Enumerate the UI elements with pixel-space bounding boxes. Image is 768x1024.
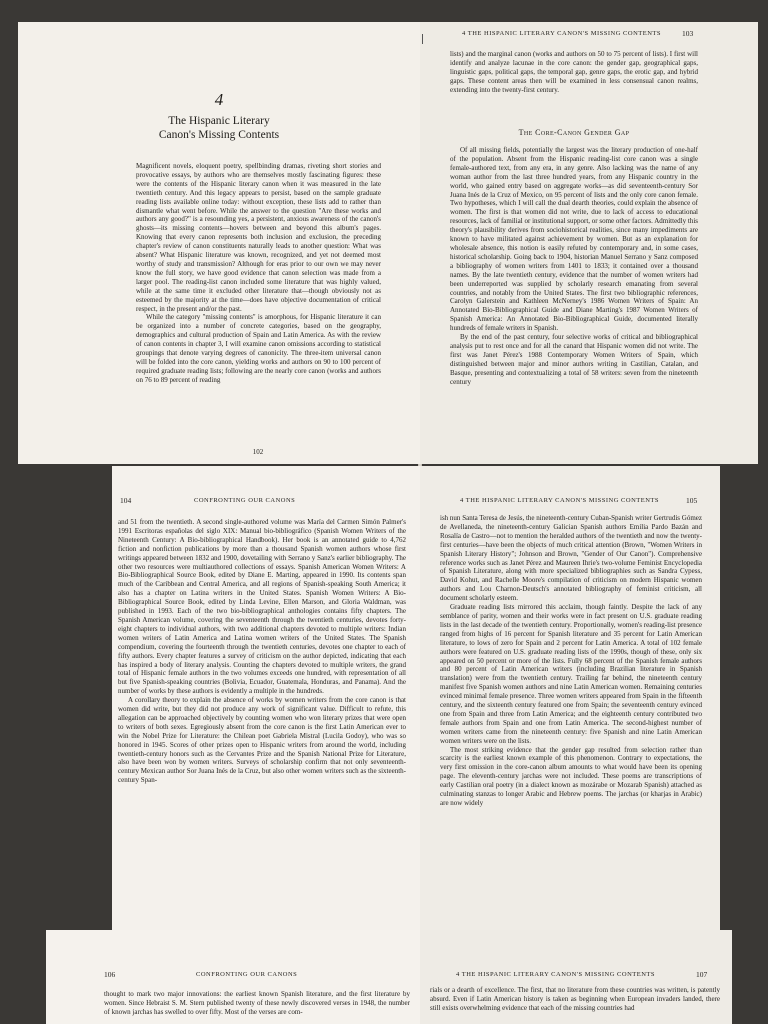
paragraph: Magnificent novels, eloquent poetry, spellbinding dramas, riveting short stories and provocative essays, by authors who are themselves mostly fascinating figures: these were the contents of the Hispanic literary canon when it was measured in the late twentieth century. And this legacy appears to persist, based on the sample graduate reading lists available online today: without exception, these lists add to rather than dismantle what went before. While the answer to the question "Are these works and authors any good?" is a resounding yes, a persistent, anxious awareness of the canon's ghosts—its missing contents—hovers between and beyond this album's pages. Knowing that every canon represents both inclusion and exclusion, the preceding chapter's review of canon constituents naturally leads to another question: What was absent? What Hispanic literature was known, recognized, and yet not deemed most worthy of study and transmission? Although for eras prior to our own we may never know the full story, we have good evidence that canon selection was made from a larger pool. The reading-list canon included some literature that was highly valued, while at the same time it excluded other literature that—though obviously not as esteemed by the majority at the time—does have objective documentation of critical respect, in the present and/or the past.	[136, 162, 381, 313]
section-heading: The Core-Canon Gender Gap	[518, 128, 630, 137]
page-number: 105	[686, 496, 698, 505]
running-head: 4 THE HISPANIC LITERARY CANON'S MISSING CONTENTS	[456, 971, 656, 978]
paragraph: A corollary theory to explain the absence of works by women writers from the core canon is that women did write, but they did not produce any work of significant value. Difficult to refute, this allegation can be approached objectively by counting women who won literary prizes that were open to writers of both sexes. Egregiously absent from the core canon is the first Latin American ever to win the Nobel Prize for Literature: the Chilean poet Gabriela Mistral (Lucila Godoy), who was so honored in 1945. Scores of other prizes open to Hispanic writers from around the world, including twentieth-century honors such as the Cervantes Prize and the Spanish National Prize for Literature, also have been won by women writers. Surveys of scholarship confirm that not only seventeenth-century Mexican author Sor Juana Inés de la Cruz, but also other women writers such as the sixteenth-century Span-	[118, 696, 406, 785]
page-number: 107	[696, 970, 708, 979]
paragraph: The most striking evidence that the gender gap resulted from selection rather than scarcity is the earliest known example of this phenomenon. Contrary to expectations, the very first omission in the core-canon album amounts to what would have been its opening page. The eleventh-century jarchas were not included. These poems are transcriptions of early Castilian oral poetry (in a dialect known as mozárabe or Mozarab Spanish) attached as culminating stanzas to longer Arabic and Hebrew poems. The jarchas (or kharjas in Arabic) are now widely	[440, 745, 702, 807]
running-head: 4 THE HISPANIC LITERARY CANON'S MISSING CONTENTS	[460, 497, 660, 504]
running-head: 4 THE HISPANIC LITERARY CANON'S MISSING CONTENTS	[462, 30, 662, 37]
page-105	[420, 466, 720, 936]
folio: 102	[252, 448, 264, 456]
chapter-title	[18, 114, 420, 142]
page-102-body	[136, 162, 381, 385]
paragraph: Of all missing fields, potentially the largest was the literary production of one-half of the population. Absent from the Hispanic reading-list core canon was a single female-authored text, from any era, in any genre. Also lacking was the name of any woman author from the last three hundred years, from any Hispanic country in the world, who gained entry based on aggregate works—as did seventeenth-century Sor Juana Inés de la Cruz of Mexico, on 95 percent of lists and the only core canon female. Two hypotheses, which I will call the dual dearth theories, could explain the absence of women. The first is that women did not write, due to lack of access to educational resources, lack of familial or institutional support, or some other factors. Admittedly this theory's plausibility derives from sociohistorical realities, since many impediments are known to have militated against achievement by women. But as an explanation for wholesale absence, this notion is easily refuted by contemporary and, in some cases, historical scholarship. Going back to 1904, historian Manuel Serrano y Sanz composed a bibliography of women writers from 1401 to 1833; it contained over a thousand names. By the late twentieth century, evidence that the number of women writers had been underreported was supplied by scholarly research emanating from several countries, and notably from the United States. The first two bibliographic references, Carolyn Galerstein and Kathleen McNerney's 1986 Women Writers of Spain: An Annotated Bio-Bibliographical Guide and Diane Marting's 1987 Women Writers of Spanish America: An Annotated Bio-Bibliographical Guide, documented literally hundreds of female writers in Spanish.	[450, 146, 698, 333]
paragraph: lists) and the marginal canon (works and authors on 50 to 75 percent of lists). I first will identify and analyze lacunae in the core canon: the gender gap, geographical gaps, linguistic gaps, political gaps, the temporal gap, genre gaps, the erotic gap, and hybrid gaps. These content areas then will be examined in less consensual canon realms, extending into the twenty-first century.	[450, 50, 698, 94]
margin-mark	[422, 34, 423, 44]
running-head: CONFRONTING OUR CANONS	[194, 497, 296, 504]
page-105-body	[440, 514, 702, 808]
chapter-number: 4	[214, 90, 224, 109]
paragraph: thought to mark two major innovations: the earliest known Spanish literature, and the first literature by women. Since Hebraist S. M. Stern published twenty of these newly discovered verses in 1948, the number of known jarchas has swelled to over fifty. Most of the verses are com-	[104, 990, 410, 1016]
page-103-body	[450, 146, 698, 386]
chapter-title-line2: Canon's Missing Contents	[158, 129, 280, 141]
page-number: 106	[104, 970, 116, 979]
page-104	[112, 466, 420, 936]
chapter-title-line1: The Hispanic Literary	[168, 115, 270, 127]
paragraph: Graduate reading lists mirrored this acclaim, though faintly. Despite the lack of any semblance of parity, women and their works were in fact present on U.S. graduate reading lists in the last decade of the twentieth century. Proportionally, women's reading-list presence ranged from highs of 16 percent for Spanish literature and 35 percent for Latin American literature, to lows of zero for Spain and 2 percent for Latin America. A total of 102 female authors were featured on U.S. graduate reading lists of the 1990s, though of these, only six appeared on 50 percent or more of the lists. Fully 68 percent of the Spanish female authors and 80 percent of Latin American writers (including Brazilian literature in Spanish translation) were from the twentieth century. Trailing far behind, the nineteenth century manifest five Spanish women authors and nine Latin American women. Remaining centuries evinced minimal female presence. Three women writers appeared from Spain in the fifteenth century, and the sixteenth century featured one from Spain; the seventeenth century evinced one from Spain and three from Latin America; and the eighteenth century contributed two female authors from Spain and one from Latin America. The second-highest number of women writers came from the nineteenth century: five Spanish and nine Latin American women writers were on the lists.	[440, 603, 702, 745]
paragraph: ish nun Santa Teresa de Jesús, the nineteenth-century Cuban-Spanish writer Gertrudis Gómez de Avellaneda, the nineteenth-century Galician Spanish authors Emilia Pardo Bazán and Rosalía de Castro—not to mention the heralded authors of the twentieth and now the twenty-first centuries—have been the objects of much critical attention (Brown, "Women Writers in Spanish Literary History"; Johnson and Brown, "Gender of Our Canon"). Comprehensive reference works such as Janet Pérez and Maureen Ihrie's two-volume Feminist Encyclopedia of Spanish Literature, along with more specialized bibliographies such as Sandra Cypess, David Kohut, and Rachelle Moore's compilation of criticism on modern Hispanic women authors and Lou Charnon-Deutsch's annotated bibliography of feminist criticism, all document scholarly esteem.	[440, 514, 702, 603]
page-106	[46, 930, 420, 1024]
page-102	[18, 22, 420, 464]
paragraph: and 51 from the twentieth. A second single-authored volume was María del Carmen Simón Palmer's 1991 Escritoras españolas del siglo XIX: Manual bio-bibliográfico (Spanish Women Writers of the Nineteenth Century: A Bio-bibliographical Handbook). Her book is an annotated guide to 4,762 fiction and nonfiction publications by more than a thousand Spanish women authors whose first writings appeared between 1832 and 1900, dovetailing with Serrano y Sanz's earlier bibliography. The other two resources were multiauthored collections of essays. Spanish American Women Writers: A Bio-Bibliographical Source Book, edited by Diane E. Marting, appeared in 1990. Its contents span much of the Caribbean and Central America, and all regions of Spanish-speaking South America; it also has a chapter on Latina writers in the United States. Spanish Women Writers: A Bio-Bibliographical Source Book, edited by Linda Levine, Ellen Marson, and Gloria Waldman, was published in 1993. Each of the two bio-bibliographical anthologies contains fifty chapters. The Spanish American volume, covering the seventeenth through the twentieth centuries, devotes forty-eight chapters to individual authors, with two additional chapters devoted to multiple writers: Indian women writers of Latin America and Latina women writers of the United States. The Spanish compendium, covering the fourteenth through the twentieth centuries, devotes one chapter to each of fifty authors. Every chapter features a survey of criticism on the author depicted, indicating that each has inspired a body of literary analysis. Counting the chapters devoted to multiple writers, the grand total of Hispanic female authors in the two volumes exceeds one hundred, with representation of all but five Spanish-speaking countries (Bolivia, Ecuador, Guatemala, Honduras, and Panama). And the number of works by these authors is evidently a multiple in the hundreds.	[118, 518, 406, 696]
page-106-body	[104, 990, 410, 1017]
running-head: CONFRONTING OUR CANONS	[196, 971, 298, 978]
page-107-body	[430, 986, 720, 1013]
page-107	[420, 930, 732, 1024]
page-104-body	[118, 518, 406, 785]
page-number: 103	[682, 29, 694, 38]
page-103	[420, 22, 758, 464]
paragraph: By the end of the past century, four selective works of critical and bibliographical analysis put to rest once and for all the canard that Hispanic women did not write. The first was Janet Pérez's 1988 Contemporary Women Writers of Spain, which distinguished between major and minor authors writing in Castilian, Catalan, and Basque, presenting and contextualizing a total of 58 writers: seven from the nineteenth century	[450, 333, 698, 386]
page-103-intro	[450, 50, 698, 95]
page-number: 104	[120, 496, 132, 505]
paragraph: rials or a dearth of excellence. The first, that no literature from these countries was written, is patently absurd. Even if Latin American history is taken as beginning when European invaders landed, there still exists overwhelming evidence that each of the missing countries had	[430, 986, 720, 1012]
paragraph: While the category "missing contents" is amorphous, for Hispanic literature it can be organized into a number of concrete categories, based on the geography, demographics and cultural production of Spain and Latin America. As with the review of canon contents in chapter 3, I will examine canon omissions according to statistical groupings that denote varying degrees of canonicity. The three-item universal canon will be folded into the core canon, yielding works and authors on 90 to 100 percent of required graduate reading lists; following are the nearly core canon (works and authors on 76 to 89 percent of reading	[136, 313, 381, 384]
